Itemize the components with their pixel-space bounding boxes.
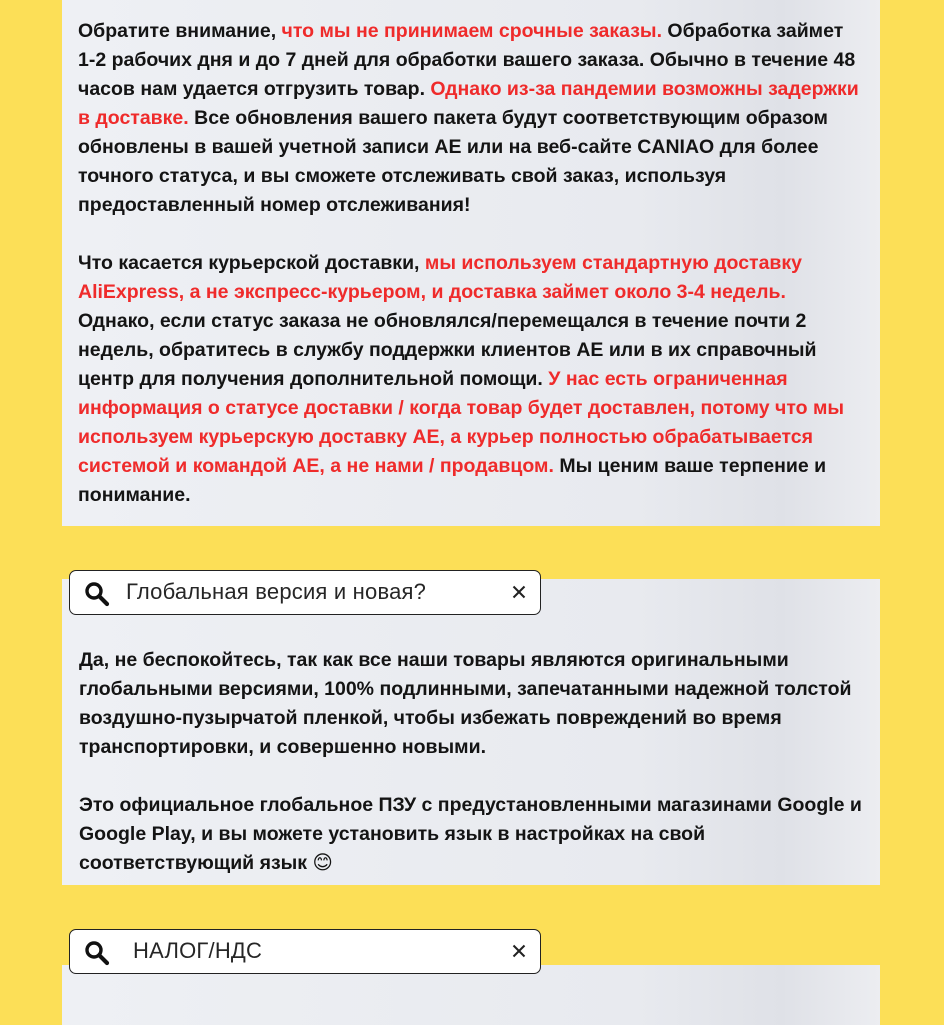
faq-question: НАЛОГ/НДС xyxy=(133,938,263,963)
close-icon[interactable] xyxy=(511,584,527,600)
search-icon xyxy=(84,581,110,607)
processing-paragraph: Обратите внимание, что мы не принимаем срочные заказы. Обработка займет 1-2 рабочих дня и до 7 дней для обработки вашего заказа. Обычно в течение 48 часов нам удается отгрузить товар. Однако из-за пандемии возможны задержки в доставке. Все обновления вашего пакета будут соответствующим образом обновлены в вашей учетной записи AE или на веб-сайте CANIAO для более точного статуса, и вы сможете отслеживать свой заказ, используя предоставленный номер отслеживания! xyxy=(78,20,859,216)
search-icon xyxy=(84,940,110,966)
close-icon[interactable] xyxy=(511,943,527,959)
pandemic-delay-note: Однако из-за пандемии возможны задержки в доставке. xyxy=(78,78,859,129)
faq-answer-paragraph: Это официальное глобальное ПЗУ с предустановленными магазинами Google и Google Play, и вы можете установить язык в настройках на свой соответствующий язык 😊 xyxy=(79,794,862,874)
faq-search-bar-tax[interactable] xyxy=(69,929,541,974)
limited-info-note: У нас есть ограниченная информация о статусе доставки / когда товар будет доставлен, потому что мы используем курьерскую доставку AE, а курьер полностью обрабатывается системой и командой AE, а не нами / продавцом. xyxy=(78,368,845,477)
faq-answer-card-tax xyxy=(62,965,880,1025)
faq-search-bar-global[interactable] xyxy=(69,570,541,615)
standard-shipping-note: мы используем стандартную доставку AliExpress, а не экспресс-курьером, и доставка займет около 3-4 недель. xyxy=(78,252,803,303)
faq-question: Глобальная версия и новая? xyxy=(126,579,427,604)
faq-answer-card-global xyxy=(62,579,880,885)
shipping-info-card xyxy=(62,0,880,526)
courier-paragraph: Что касается курьерской доставки, мы используем стандартную доставку AliExpress, а не экспресс-курьером, и доставка займет около 3-4 недель. Однако, если статус заказа не обновлялся/перемещался в течение почти 2 недель, обратитесь в службу поддержки клиентов AE или в их справочный центр для получения дополнительной помощи. У нас есть ограниченная информация о статусе доставки / когда товар будет доставлен, потому что мы используем курьерскую доставку AE, а курьер полностью обрабатывается системой и командой AE, а не нами / продавцом. Мы ценим ваше терпение и понимание. xyxy=(78,252,845,506)
urgent-orders-note: что мы не принимаем срочные заказы. xyxy=(281,20,662,42)
faq-answer-paragraph: Да, не беспокойтесь, так как все наши товары являются оригинальными глобальными версиями, 100% подлинными, запечатанными надежной толстой воздушно-пузырчатой пленкой, чтобы избежать повреждений во время транспортировки, и совершенно новыми. xyxy=(79,649,852,758)
